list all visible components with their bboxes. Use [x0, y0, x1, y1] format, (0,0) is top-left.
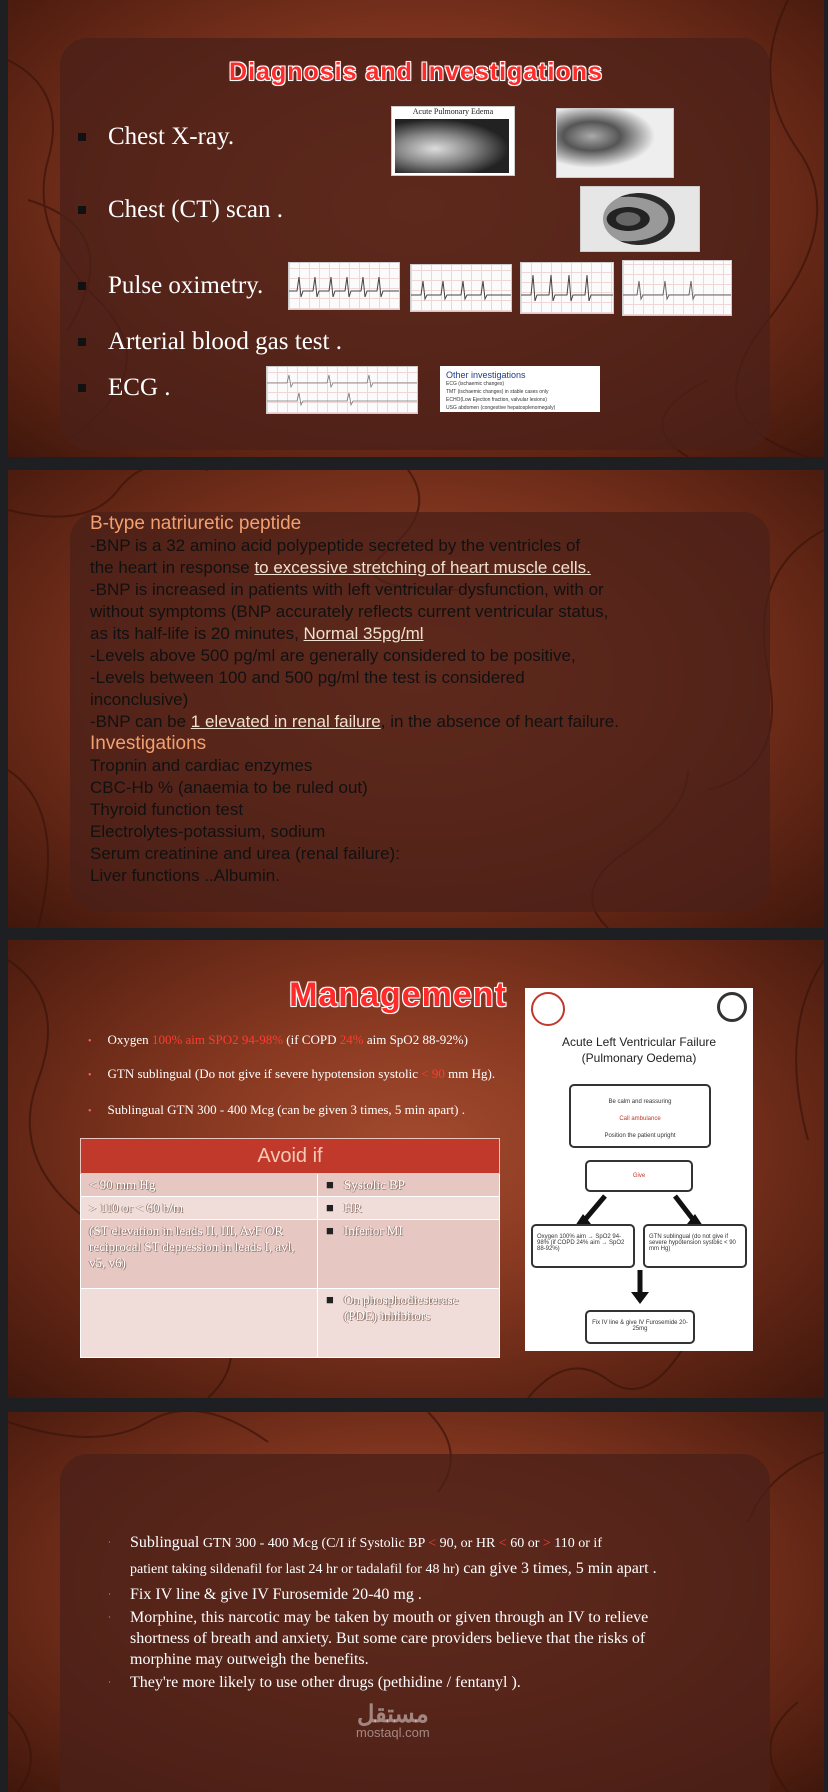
flowchart-title: Acute Left Ventricular Failure (Pulmonary Oedema)	[561, 1035, 717, 1065]
bnp-text-block: B-type natriuretic peptide -BNP is a 32 amino acid polypeptide secreted by the ventricles of the heart in response to excessive stretching of heart muscle cells. -BNP is increased in patients with left ventricular dysfunction, with or without symptoms (BNP accurately reflects current ventricular status, as its half-life is 20 minutes, Normal 35pg/ml -Levels above 500 pg/ml are generally considered to be positive, -Levels between 100 and 500 pg/ml the test is considered inconclusive) -BNP can be 1 elevated in renal failure, in the absence of heart failure. Investigations Tropnin and cardiac enzymes CBC-Hb % (anaemia to be ruled out) Thyroid function test Electrolytes-potassium, sodium Serum creatinine and urea (renal failure): Liver functions ..Albumin.	[90, 513, 690, 887]
gtn-paragraph: · Sublingual GTN 300 - 400 Mcg (C/I if Systolic BP < 90, or HR < 60 or > 110 or if patient taking sildenafil for last 24 hr or tadalafil for 48 hr) can give 3 times, 5 min apart .	[108, 1530, 698, 1582]
bullet-marker: ■	[326, 1223, 334, 1238]
watermark: مستقل mostaql.com	[356, 1701, 430, 1740]
ct-scan-image	[580, 186, 700, 252]
other-investigations-line: ECG (ischaemic changes)	[446, 381, 505, 387]
bullet-marker: ■	[326, 1177, 334, 1192]
bullet-marker: ·	[108, 1613, 111, 1622]
bullet-marker	[78, 133, 86, 141]
management-text-block	[108, 1530, 698, 1695]
xray-film	[395, 119, 509, 173]
table-row: > 110 or < 60 b/m ■ HR	[81, 1197, 500, 1220]
investigation-item: Thyroid function test	[90, 800, 244, 819]
other-investigations-heading: Other investigations	[446, 370, 526, 380]
oximetry-strip-4	[622, 260, 732, 316]
morphine-paragraph: · Morphine, this narcotic may be taken by mouth or given through an IV to relieve shortness of breath and anxiety. But some care providers believe that the risks of morphine may outweigh the benefits.	[108, 1609, 649, 1668]
bullet-marker	[78, 206, 86, 214]
investigation-item: Electrolytes-potassium, sodium	[90, 822, 326, 841]
bullet-marker: ·	[108, 1538, 111, 1547]
furosemide-paragraph: · Fix IV line & give IV Furosemide 20-40 mg .	[108, 1582, 698, 1607]
flowchart-step-box: Be calm and reassuring Call ambulance Position the patient upright	[569, 1084, 711, 1148]
other-investigations-line: USG abdomen (congestive hepatosplenomegaly)	[446, 405, 556, 411]
bullet-marker: ■	[326, 1292, 334, 1307]
investigation-item: Liver functions ..Albumin.	[90, 866, 280, 885]
bnp-heading: B-type natriuretic peptide	[90, 513, 302, 534]
ministry-logo	[531, 992, 565, 1026]
ecg-image	[266, 366, 418, 414]
investigation-item: CBC-Hb % (anaemia to be ruled out)	[90, 778, 368, 797]
bullet-marker: ·	[108, 1678, 111, 1687]
bullet-marker: •	[88, 1036, 92, 1047]
table-row: ■ On phosphodiesterase (PDE) inhibitors	[81, 1289, 500, 1358]
oximetry-strip-1	[288, 262, 400, 310]
flowchart-arrows	[525, 1194, 753, 1228]
gtn-dose-instruction: • Sublingual GTN 300 - 400 Mcg (can be given 3 times, 5 min apart) .	[88, 1102, 465, 1117]
slide-title: Management	[289, 976, 507, 1014]
bullet-abg: Arterial blood gas test .	[78, 328, 342, 356]
flowchart-gtn-box: GTN sublingual (do not give if severe hypotension systolic < 90 mm Hg)	[643, 1224, 747, 1268]
investigation-item: Tropnin and cardiac enzymes	[90, 756, 313, 775]
other-investigations-line: ECHO(Low Ejection fraction, valvular lesions)	[446, 397, 547, 403]
ct-scan-lungs	[603, 193, 675, 245]
bullet-marker: ■	[326, 1200, 334, 1215]
flowchart-image	[525, 988, 753, 1351]
oximetry-strip-2	[410, 264, 512, 312]
flowchart-furosemide-box: Fix IV line & give IV Furosemide 20-25mg	[585, 1310, 695, 1344]
avoid-if-table	[80, 1138, 500, 1358]
ambulance-logo	[717, 992, 747, 1022]
table-row: < 90 mm Hg ■ Systolic BP	[81, 1174, 500, 1197]
bullet-marker	[78, 338, 86, 346]
flowchart-oxygen-box: Oxygen 100% aim → SpO2 94-98% (if COPD 24% aim → SpO2 88-92%)	[531, 1224, 635, 1268]
bullet-marker: •	[88, 1106, 92, 1117]
table-row: (ST elevation in leads II, III, AvF OR reciprocal ST depression in leads I, avl, v5, v6) ■ Inferior MI	[81, 1220, 500, 1289]
flowchart-give-box: Give	[585, 1160, 693, 1192]
slide-diagnosis	[8, 0, 824, 457]
oximetry-strip-3	[520, 262, 614, 314]
bullet-ecg: ECG .	[78, 374, 171, 402]
other-drugs-paragraph: · They're more likely to use other drugs (pethidine / fentanyl ).	[108, 1670, 698, 1695]
bullet-marker	[78, 282, 86, 290]
slide-bnp	[8, 470, 824, 928]
investigations-heading: Investigations	[90, 733, 207, 754]
slide-management	[8, 940, 824, 1398]
bullet-marker: ·	[108, 1590, 111, 1599]
oxygen-instruction: • Oxygen 100% aim SPO2 94-98% (if COPD 24% aim SpO2 88-92%)	[88, 1032, 468, 1047]
avoid-if-header: Avoid if	[81, 1139, 500, 1174]
slide-title: Diagnosis and Investigations	[229, 58, 603, 86]
bullet-marker: •	[88, 1070, 92, 1081]
xray-image-2	[556, 108, 674, 178]
other-investigations-line: TMT (ischaemic changes) in stable cases only	[446, 389, 549, 395]
gtn-instruction: • GTN sublingual (Do not give if severe hypotension systolic < 90 mm Hg).	[88, 1066, 496, 1081]
other-investigations-box	[440, 366, 600, 412]
flowchart-down-arrow	[625, 1270, 655, 1306]
bullet-pulse-oximetry: Pulse oximetry.	[78, 272, 263, 300]
bullet-chest-xray: Chest X-ray.	[78, 123, 234, 151]
xray-image-1: Acute Pulmonary Edema	[391, 106, 515, 176]
bullet-marker	[78, 384, 86, 392]
investigation-item: Serum creatinine and urea (renal failure):	[90, 844, 400, 863]
bullet-chest-ct: Chest (CT) scan .	[78, 196, 283, 224]
